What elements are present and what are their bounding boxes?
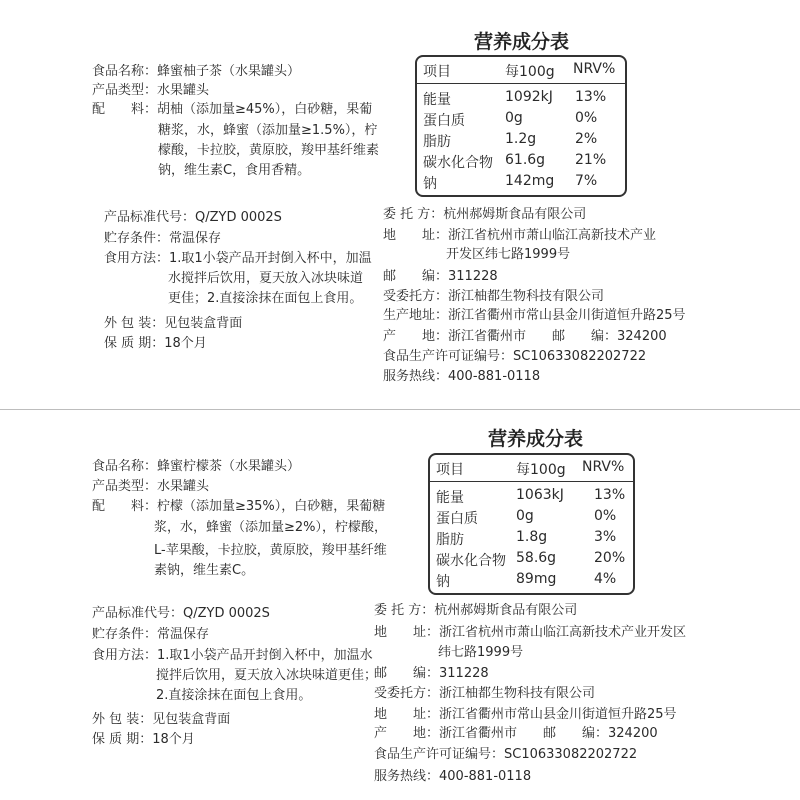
client-address-cont: 开发区纬七路1999号 — [446, 247, 571, 262]
nutrient-nrv: 21% — [575, 152, 607, 168]
ingredients-line: 檬酸，卡拉胶，黄原胶，羧甲基纤维素 — [158, 143, 380, 158]
postcode: 邮 编：311228 — [383, 269, 498, 284]
storage-condition: 贮存条件：常温保存 — [104, 231, 222, 246]
usage-line: 2.直接涂抹在面包上食用。 — [156, 688, 312, 703]
product-type: 产品类型：水果罐头 — [92, 479, 210, 494]
shelf-life: 保 质 期：18个月 — [92, 732, 195, 747]
nutrient-name: 碳水化合物 — [436, 553, 506, 569]
client-address: 地 址：浙江省杭州市萧山临江高新技术产业开发区 — [374, 625, 687, 640]
nutrient-name: 脂肪 — [436, 532, 464, 548]
nutrient-amount: 58.6g — [516, 550, 557, 566]
ingredients-line: 钠，维生素C，食用香精。 — [158, 163, 311, 178]
standard-code: 产品标准代号：Q/ZYD 0002S — [104, 210, 282, 225]
usage-line: 食用方法：1.取1小袋产品开封倒入杯中，加温 — [104, 251, 372, 266]
header-nrv: NRV% — [582, 459, 625, 475]
product-name: 食品名称：蜂蜜柠檬茶（水果罐头） — [92, 459, 301, 474]
client-company: 委 托 方：杭州郝姆斯食品有限公司 — [383, 207, 587, 222]
nutrient-amount: 89mg — [516, 571, 557, 587]
license-number: 食品生产许可证编号：SC10633082202722 — [383, 349, 647, 364]
header-per100g: 每100g — [505, 64, 555, 80]
contractor-company: 受委托方：浙江柚都生物科技有限公司 — [374, 686, 596, 701]
header-item: 项目 — [423, 64, 451, 80]
production-address: 生产地址：浙江省衢州市常山县金川街道恒升路25号 — [383, 308, 686, 323]
ingredients-line: 配 料：胡柚（添加量≥45%），白砂糖，果葡 — [92, 102, 373, 117]
client-address-cont: 纬七路1999号 — [438, 645, 524, 660]
nutrient-amount: 61.6g — [505, 152, 546, 168]
license-number: 食品生产许可证编号：SC10633082202722 — [374, 747, 638, 762]
nutrient-name: 能量 — [423, 92, 451, 108]
client-address: 地 址：浙江省杭州市萧山临江高新技术产业 — [383, 228, 657, 243]
nutrition-title: 营养成分表 — [488, 428, 584, 450]
header-per100g: 每100g — [516, 462, 566, 478]
nutrient-nrv: 3% — [594, 529, 617, 545]
usage-line: 食用方法：1.取1小袋产品开封倒入杯中，加温水 — [92, 648, 373, 663]
section-divider — [0, 409, 800, 410]
nutrient-amount: 1092kJ — [505, 89, 553, 105]
nutrient-amount: 0g — [505, 110, 523, 126]
nutrient-name: 能量 — [436, 490, 464, 506]
nutrient-name: 蛋白质 — [423, 113, 465, 129]
product-name: 食品名称：蜂蜜柚子茶（水果罐头） — [92, 64, 301, 79]
nutrition-table — [428, 453, 635, 595]
nutrient-amount: 1.2g — [505, 131, 537, 147]
nutrition-title: 营养成分表 — [474, 31, 570, 53]
nutrient-nrv: 0% — [575, 110, 598, 126]
postcode: 邮 编：311228 — [374, 666, 489, 681]
nutrient-nrv: 13% — [575, 89, 607, 105]
nutrient-name: 蛋白质 — [436, 511, 478, 527]
production-address: 地 址：浙江省衢州市常山县金川街道恒升路25号 — [374, 707, 677, 722]
nutrition-table — [415, 55, 627, 197]
contractor-company: 受委托方：浙江柚都生物科技有限公司 — [383, 289, 605, 304]
nutrient-name: 脂肪 — [423, 134, 451, 150]
header-nrv: NRV% — [573, 61, 616, 77]
usage-line: 水搅拌后饮用，夏天放入冰块味道 — [168, 271, 364, 286]
service-hotline: 服务热线：400-881-0118 — [383, 369, 541, 384]
nutrient-nrv: 20% — [594, 550, 626, 566]
ingredients-line: 配 料：柠檬（添加量≥35%），白砂糖，果葡糖 — [92, 499, 386, 514]
ingredients-line: L-苹果酸，卡拉胶，黄原胶，羧甲基纤维 — [154, 543, 387, 558]
service-hotline: 服务热线：400-881-0118 — [374, 769, 532, 784]
product-type: 产品类型：水果罐头 — [92, 83, 210, 98]
nutrient-nrv: 4% — [594, 571, 617, 587]
nutrient-nrv: 2% — [575, 131, 598, 147]
nutrient-nrv: 0% — [594, 508, 617, 524]
nutrition-table-header — [417, 57, 625, 84]
nutrient-name: 钠 — [423, 176, 437, 192]
packaging: 外 包 装：见包装盒背面 — [104, 316, 243, 331]
packaging: 外 包 装：见包装盒背面 — [92, 712, 231, 727]
nutrition-table-header — [430, 455, 633, 482]
storage-condition: 贮存条件：常温保存 — [92, 627, 210, 642]
ingredients-line: 糖浆，水，蜂蜜（添加量≥1.5%），柠 — [158, 123, 378, 138]
nutrient-amount: 142mg — [505, 173, 555, 189]
nutrient-amount: 1063kJ — [516, 487, 564, 503]
ingredients-line: 素钠，维生素C。 — [154, 563, 255, 578]
nutrient-nrv: 7% — [575, 173, 598, 189]
ingredients-line: 浆，水，蜂蜜（添加量≥2%），柠檬酸， — [154, 520, 388, 535]
shelf-life: 保 质 期：18个月 — [104, 336, 207, 351]
usage-line: 搅拌后饮用，夏天放入冰块味道更佳； — [156, 668, 378, 683]
origin-and-postcode: 产 地：浙江省衢州市 邮 编：324200 — [374, 726, 658, 741]
nutrient-name: 钠 — [436, 574, 450, 590]
nutrient-name: 碳水化合物 — [423, 155, 493, 171]
nutrient-nrv: 13% — [594, 487, 626, 503]
client-company: 委 托 方：杭州郝姆斯食品有限公司 — [374, 603, 578, 618]
standard-code: 产品标准代号：Q/ZYD 0002S — [92, 606, 270, 621]
nutrient-amount: 0g — [516, 508, 534, 524]
origin-and-postcode: 产 地：浙江省衢州市 邮 编：324200 — [383, 329, 667, 344]
header-item: 项目 — [436, 462, 464, 478]
nutrient-amount: 1.8g — [516, 529, 548, 545]
usage-line: 更佳；2.直接涂抹在面包上食用。 — [168, 291, 363, 306]
